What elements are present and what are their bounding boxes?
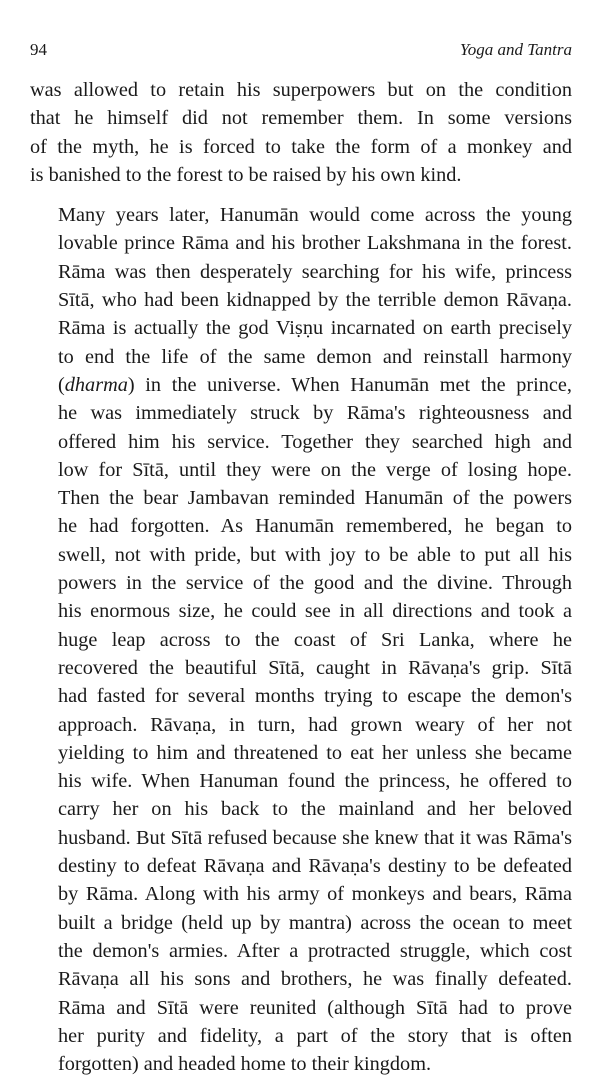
text-line: Rāma and Sītā were reunited (although Sītā had to prove bbox=[58, 996, 572, 1019]
paragraph-continued bbox=[30, 76, 572, 189]
text-line: carry her on his back to the mainland and her beloved bbox=[58, 798, 572, 821]
text-line: yielding to him and threatened to eat her unless she became bbox=[58, 741, 572, 764]
text-line: had fasted for several months trying to escape the demon's bbox=[58, 685, 572, 708]
text-line: her purity and fidelity, a part of the story that is often bbox=[58, 1024, 572, 1047]
text-line: he had forgotten. As Hanumān remembered, he began to bbox=[58, 515, 572, 538]
text-segment: ) in the universe. When Hanumān met the prince, bbox=[127, 373, 572, 396]
text-line: his enormous size, he could see in all directions and took a bbox=[58, 600, 572, 623]
text-line: forgotten) and headed home to their kingdom. bbox=[58, 1053, 432, 1076]
text-line-with-italic bbox=[30, 371, 572, 399]
text-line: low for Sītā, until they were on the verge of losing hope. bbox=[58, 458, 572, 481]
text-line: he was immediately struck by Rāma's righteousness and bbox=[58, 402, 572, 425]
text-line: the demon's armies. After a protracted struggle, which cost bbox=[58, 939, 572, 962]
text-segment: ( bbox=[58, 373, 65, 396]
text-line: Rāma is actually the god Viṣṇu incarnated on earth precisely bbox=[58, 317, 572, 340]
text-line: is banished to the forest to be raised by his own kind. bbox=[30, 163, 462, 186]
text-line: by Rāma. Along with his army of monkeys and bears, Rāma bbox=[58, 883, 572, 906]
text-line: was allowed to retain his superpowers but on the condition bbox=[30, 79, 572, 101]
text-line: husband. But Sītā refused because she knew that it was Rāma's bbox=[58, 826, 572, 849]
text-line: Sītā, who had been kidnapped by the terrible demon Rāvaṇa. bbox=[58, 289, 572, 312]
text-line: powers in the service of the good and the divine. Through bbox=[58, 572, 572, 595]
paragraph-hanuman-story bbox=[30, 201, 572, 1078]
text-line: Rāvaṇa all his sons and brothers, he was finally defeated. bbox=[58, 968, 572, 991]
running-title: Yoga and Tantra bbox=[459, 40, 572, 59]
text-line: that he himself did not remember them. In some versions bbox=[30, 107, 572, 130]
text-line: swell, not with pride, but with joy to be able to put all his bbox=[58, 543, 572, 566]
italic-term-dharma: dharma bbox=[64, 373, 128, 396]
text-line: huge leap across to the coast of Sri Lanka, where he bbox=[58, 628, 572, 651]
text-line: destiny to defeat Rāvaṇa and Rāvaṇa's destiny to be defeated bbox=[58, 855, 572, 878]
text-line: of the myth, he is forced to take the form of a monkey and bbox=[30, 135, 572, 158]
text-line: his wife. When Hanuman found the princess, he offered to bbox=[58, 770, 572, 793]
running-head bbox=[30, 40, 572, 64]
text-line: to end the life of the same demon and reinstall harmony bbox=[58, 345, 572, 368]
text-line: approach. Rāvaṇa, in turn, had grown weary of her not bbox=[58, 713, 572, 736]
text-line: Rāma was then desperately searching for his wife, princess bbox=[58, 260, 572, 283]
body-text bbox=[30, 76, 572, 1078]
text-line: built a bridge (held up by mantra) across the ocean to meet bbox=[58, 911, 572, 934]
text-line: offered him his service. Together they searched high and bbox=[58, 430, 572, 453]
text-line: Many years later, Hanumān would come across the young bbox=[58, 204, 572, 227]
page-number: 94 bbox=[30, 40, 47, 59]
text-line: recovered the beautiful Sītā, caught in Rāvaṇa's grip. Sītā bbox=[58, 656, 572, 679]
text-line: Then the bear Jambavan reminded Hanumān of the powers bbox=[58, 487, 572, 510]
text-line: lovable prince Rāma and his brother Lakshmana in the forest. bbox=[58, 232, 572, 255]
